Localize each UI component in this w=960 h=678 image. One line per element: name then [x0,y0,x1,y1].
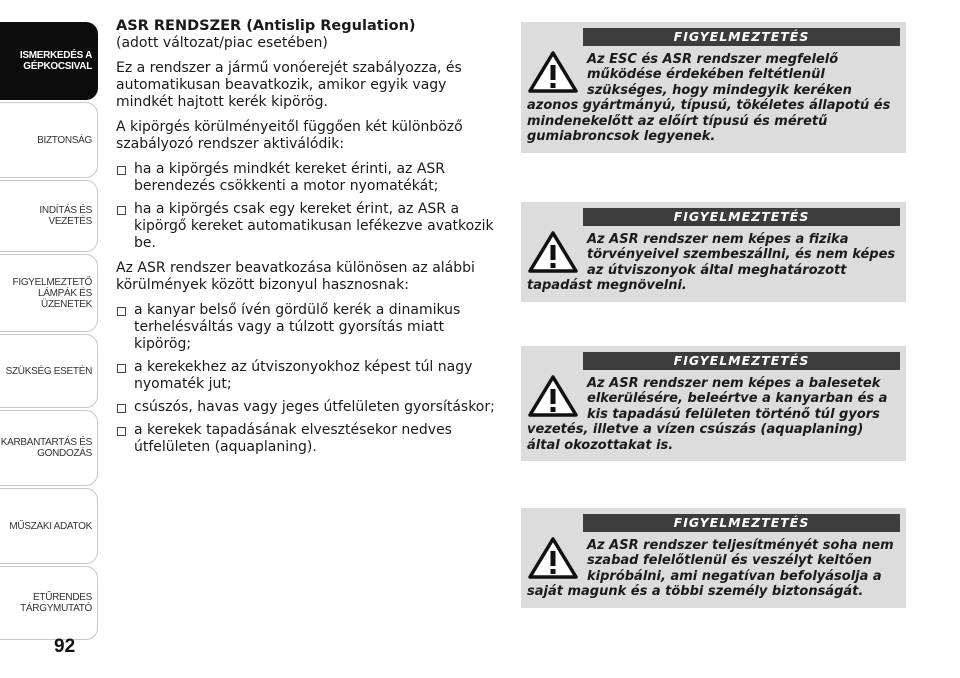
tab-targymutato[interactable]: ETŰRENDES TÁRGYMUTATÓ [0,566,98,640]
warning-text: Az ASR rendszer nem képes a fizika törvényeivel szembeszállni, és nem képes az útviszonyok által meghatározott tapadást megnövelni. [527,231,896,293]
warning-box [521,508,906,608]
list-item: a kanyar belső ívén gördülő kerék a dinamikus terhelésváltás vagy a túlzott gyorsítás miatt kipörög; [116,302,502,353]
list-item: a kerekek tapadásának elvesztésekor nedves útfelületen (aquaplaning). [116,422,502,456]
section-title: ASR RENDSZER (Antislip Regulation) [116,18,416,34]
bullet-list [116,161,502,252]
warning-box [521,202,906,302]
tab-inditas-es-vezetes[interactable]: INDÍTÁS ÉS VEZETÉS [0,180,98,252]
main-text-column [116,18,502,464]
bullet-list [116,302,502,456]
paragraph: Ez a rendszer a jármű vonóerejét szabályozza, és automatikusan beavatkozik, amikor egyik vagy mindkét hajtott kerék kipörög. [116,60,462,110]
warning-header: FIGYELMEZTETÉS [583,208,900,226]
warning-box [521,22,906,153]
checkbox-bullet-icon [117,427,126,436]
tab-karbantartas[interactable]: KARBANTARTÁS ÉS GONDOZÁS [0,410,98,486]
paragraph: Az ASR rendszer beavatkozása különösen az alábbi körülmények között bizonyul hasznosnak: [116,260,475,293]
warning-header: FIGYELMEZTETÉS [583,28,900,46]
section-subtitle: (adott változat/piac esetében) [116,35,328,51]
tab-figyelmezteto-lampak[interactable]: FIGYELMEZTETŐ LÁMPÁK ÉS ÜZENETEK [0,254,98,332]
warning-box [521,346,906,461]
warning-triangle-icon [527,50,579,94]
tab-ismerkedes[interactable]: ISMERKEDÉS A GÉPKOCSIVAL [0,22,98,100]
checkbox-bullet-icon [117,364,126,373]
tab-szukseg-eseten[interactable]: SZÜKSÉG ESETÉN [0,334,98,408]
warning-text: Az ESC és ASR rendszer megfelelő működése érdekében feltétlenül szükséges, hogy mindegyik keréken azonos gyártmányú, típusú, tökéletes állapotú és mindenekelőtt az előírt típusú és méretű gumiabroncsok legyenek. [527,51,891,144]
list-item: csúszós, havas vagy jeges útfelületen gyorsításkor; [116,399,502,416]
tab-biztonsag[interactable]: BIZTONSÁG [0,102,98,178]
warning-text: Az ASR rendszer teljesítményét soha nem szabad felelőtlenül és veszélyt keltően kipróbálni, ami negatívan befolyásolja a saját magunk és a többi személy biztonságát. [527,537,894,599]
checkbox-bullet-icon [117,206,126,215]
list-item: ha a kipörgés mindkét kereket érinti, az ASR berendezés csökkenti a motor nyomatékát; [116,161,502,195]
warning-header: FIGYELMEZTETÉS [583,352,900,370]
warning-text: Az ASR rendszer nem képes a balesetek elkerülésére, beleértve a kanyarban és a kis tapadású felületen történő túl gyors vezetés, illetve a vízen csúszás (aquaplaning) által okozottakat is. [527,375,888,453]
page-number: 92 [54,636,76,657]
warning-triangle-icon [527,230,579,274]
checkbox-bullet-icon [117,166,126,175]
tab-muszaki-adatok[interactable]: MŰSZAKI ADATOK [0,488,98,564]
checkbox-bullet-icon [117,404,126,413]
warning-triangle-icon [527,374,579,418]
paragraph: A kipörgés körülményeitől függően két különböző szabályozó rendszer aktiválódik: [116,119,463,152]
list-item: a kerekekhez az útviszonyokhoz képest túl nagy nyomaték jut; [116,359,502,393]
checkbox-bullet-icon [117,307,126,316]
warning-header: FIGYELMEZTETÉS [583,514,900,532]
list-item: ha a kipörgés csak egy kereket érint, az ASR a kipörgő kereket automatikusan lefékezve avatkozik be. [116,201,502,252]
warning-triangle-icon [527,536,579,580]
